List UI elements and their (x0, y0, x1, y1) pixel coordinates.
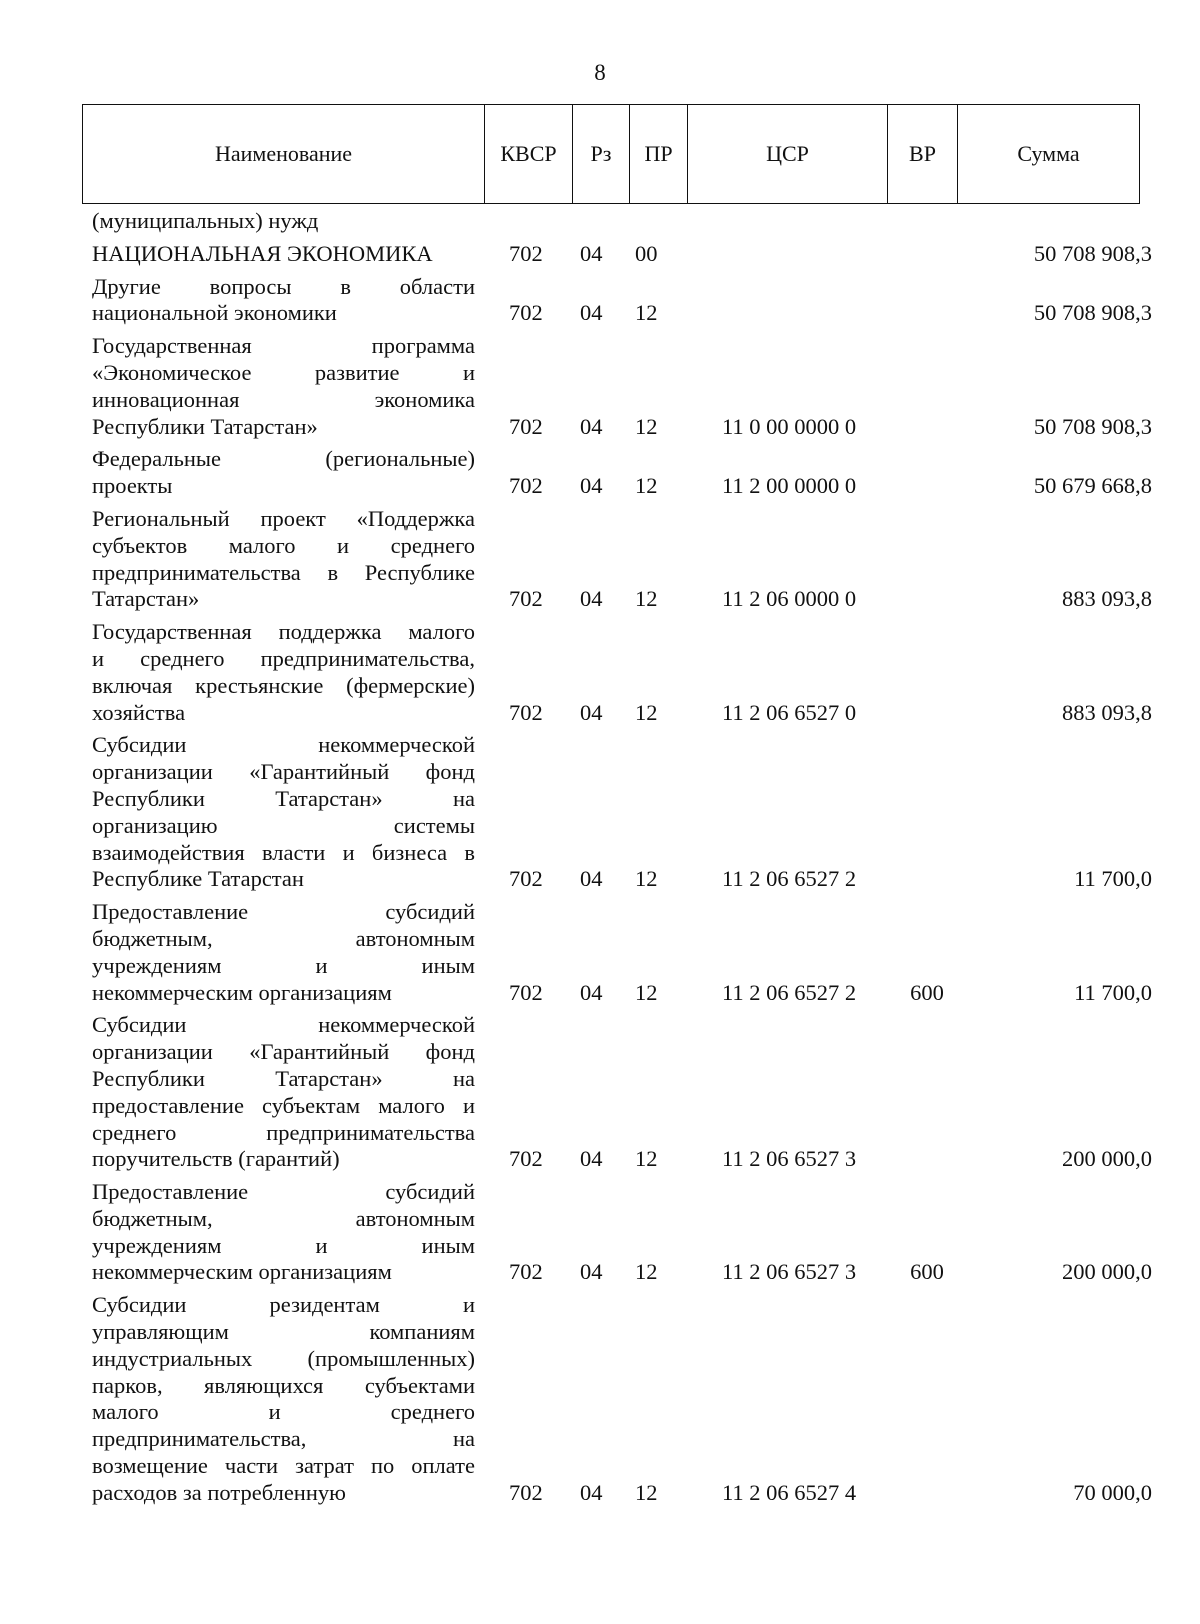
row-csr: 11 2 06 6527 0 (722, 699, 857, 725)
row-name-line: Государственная поддержка малого (92, 619, 475, 645)
row-csr: 11 2 00 0000 0 (722, 473, 857, 499)
row-rz: 04 (580, 413, 603, 439)
row-vr: 600 (910, 1259, 944, 1285)
row-pr: 12 (635, 699, 658, 725)
row-rz: 04 (580, 473, 603, 499)
header-kvsr: КВСР (485, 105, 573, 203)
row-sum: 50 679 668,8 (1033, 473, 1152, 499)
row-kvsr: 702 (509, 473, 543, 499)
table-row (92, 333, 1152, 440)
row-name-line: Республики Татарстан» на (92, 785, 475, 811)
row-name-line: парков, являющихся субъектами (92, 1372, 475, 1398)
row-pr: 12 (635, 586, 658, 612)
row-rz: 04 (580, 699, 603, 725)
row-name (92, 1179, 475, 1286)
row-pr: 12 (635, 1146, 658, 1172)
header-csr: ЦСР (688, 105, 888, 203)
table-row (92, 241, 1152, 268)
table-row (92, 619, 1152, 726)
table-header (82, 104, 1140, 204)
row-name-line: Республики Татарстан» на (92, 1065, 475, 1091)
row-kvsr: 702 (509, 300, 543, 326)
header-vr: ВР (888, 105, 958, 203)
row-rz: 04 (580, 866, 603, 892)
row-name-line: Татарстан» (92, 586, 200, 612)
row-name-line: организации «Гарантийный фонд (92, 759, 475, 785)
row-name-line: Государственная программа (92, 333, 475, 359)
row-name (92, 333, 475, 440)
table-row (92, 1179, 1152, 1286)
table-row (92, 732, 1152, 893)
row-kvsr: 702 (509, 866, 543, 892)
row-name-line: предоставление субъектам малого и (92, 1092, 475, 1118)
page-number: 8 (594, 60, 606, 85)
table-row (92, 1012, 1152, 1173)
row-kvsr: 702 (509, 1479, 543, 1505)
row-pr: 12 (635, 866, 658, 892)
row-rz: 04 (580, 1479, 603, 1505)
row-name (92, 274, 475, 328)
row-name-line: предпринимательства в Республике (92, 559, 475, 585)
row-name-line: учреждениям и иным (92, 1232, 475, 1258)
row-name-line: среднего предпринимательства (92, 1119, 475, 1145)
row-csr: 11 2 06 0000 0 (722, 586, 857, 612)
row-name-line: Предоставление субсидий (92, 1179, 475, 1205)
row-name (92, 1292, 475, 1506)
row-name-line: малого и среднего (92, 1399, 475, 1425)
row-sum: 11 700,0 (1074, 979, 1152, 1005)
table-row (92, 446, 1152, 500)
table-row (92, 506, 1152, 613)
row-name-line: предпринимательства, на (92, 1426, 475, 1452)
row-name-line: «Экономическое развитие и (92, 359, 475, 385)
row-sum: 200 000,0 (1062, 1259, 1152, 1285)
row-name (92, 506, 475, 613)
row-pr: 12 (635, 979, 658, 1005)
header-pr: ПР (630, 105, 688, 203)
header-name: Наименование (83, 105, 485, 203)
row-kvsr: 702 (509, 1259, 543, 1285)
row-name (92, 241, 475, 268)
row-name-line: Региональный проект «Поддержка (92, 505, 475, 531)
row-rz: 04 (580, 240, 603, 266)
row-name-line: организации «Гарантийный фонд (92, 1039, 475, 1065)
row-sum: 70 000,0 (1073, 1479, 1152, 1505)
row-name-line: Субсидии некоммерческой (92, 732, 475, 758)
row-csr: 11 2 06 6527 3 (722, 1259, 857, 1285)
row-name-line: инновационная экономика (92, 386, 475, 412)
row-csr: 11 2 06 6527 2 (722, 866, 857, 892)
row-rz: 04 (580, 300, 603, 326)
row-name-line: бюджетным, автономным (92, 1205, 475, 1231)
table-row (92, 1292, 1152, 1506)
row-name-line: индустриальных (промышленных) (92, 1345, 475, 1371)
row-name-line: включая крестьянские (фермерские) (92, 672, 475, 698)
row-rz: 04 (580, 586, 603, 612)
header-sum: Сумма (1017, 141, 1080, 166)
row-name-line: Республики Татарстан» (92, 413, 318, 439)
row-name-line: управляющим компаниям (92, 1319, 475, 1345)
row-name-line: субъектов малого и среднего (92, 532, 475, 558)
row-pr: 12 (635, 1479, 658, 1505)
row-csr: 11 2 06 6527 2 (722, 979, 857, 1005)
row-name-line: взаимодействия власти и бизнеса в (92, 839, 475, 865)
row-name (92, 619, 475, 726)
row-sum: 50 708 908,3 (1033, 240, 1152, 266)
row-pr: 12 (635, 1259, 658, 1285)
row-sum: 883 093,8 (1062, 586, 1152, 612)
row-name-line: учреждениям и иным (92, 952, 475, 978)
row-pr: 00 (635, 240, 658, 266)
row-csr: 11 2 06 6527 3 (722, 1146, 857, 1172)
row-name-line: Субсидии резидентам и (92, 1292, 475, 1318)
row-name-line: (муниципальных) нужд (92, 208, 319, 233)
table-row (92, 899, 1152, 1006)
row-name-line: Другие вопросы в области (92, 273, 475, 299)
row-name-line: поручительств (гарантий) (92, 1146, 340, 1172)
header-rz: Рз (573, 105, 630, 203)
row-name-line: Предоставление субсидий (92, 899, 475, 925)
row-pr: 12 (635, 413, 658, 439)
row-name-line: Республике Татарстан (92, 866, 304, 892)
row-name (92, 732, 475, 893)
row-kvsr: 702 (509, 699, 543, 725)
row-sum: 50 708 908,3 (1033, 413, 1152, 439)
row-name-line: национальной экономики (92, 300, 337, 326)
table-row (92, 274, 1152, 328)
row-vr: 600 (910, 979, 944, 1005)
row-name-line: хозяйства (92, 699, 186, 725)
row-name-line: НАЦИОНАЛЬНАЯ ЭКОНОМИКА (92, 240, 433, 266)
row-name-line: Субсидии некоммерческой (92, 1012, 475, 1038)
row-name-line: бюджетным, автономным (92, 925, 475, 951)
row-name-line: организацию системы (92, 812, 475, 838)
row-kvsr: 702 (509, 1146, 543, 1172)
row-name (92, 446, 475, 500)
row-sum: 50 708 908,3 (1033, 300, 1152, 326)
row-kvsr: 702 (509, 240, 543, 266)
row-name-line: проекты (92, 473, 173, 499)
row-name-line: расходов за потребленную (92, 1479, 346, 1505)
row-sum: 200 000,0 (1062, 1146, 1152, 1172)
row-name (92, 208, 475, 235)
row-rz: 04 (580, 1146, 603, 1172)
row-name-line: возмещение части затрат по оплате (92, 1453, 475, 1479)
row-pr: 12 (635, 473, 658, 499)
row-name-line: некоммерческим организациям (92, 1259, 392, 1285)
row-kvsr: 702 (509, 413, 543, 439)
row-kvsr: 702 (509, 979, 543, 1005)
row-rz: 04 (580, 979, 603, 1005)
row-name-line: и среднего предпринимательства, (92, 645, 475, 671)
table-row (92, 208, 1152, 235)
row-sum: 883 093,8 (1062, 699, 1152, 725)
row-sum: 11 700,0 (1074, 866, 1152, 892)
row-name (92, 1012, 475, 1173)
budget-table-body (92, 208, 1152, 1507)
row-name-line: некоммерческим организациям (92, 979, 392, 1005)
row-rz: 04 (580, 1259, 603, 1285)
row-kvsr: 702 (509, 586, 543, 612)
row-name (92, 899, 475, 1006)
row-csr: 11 2 06 6527 4 (722, 1479, 857, 1505)
row-csr: 11 0 00 0000 0 (722, 413, 857, 439)
row-name-line: Федеральные (региональные) (92, 446, 475, 472)
row-pr: 12 (635, 300, 658, 326)
